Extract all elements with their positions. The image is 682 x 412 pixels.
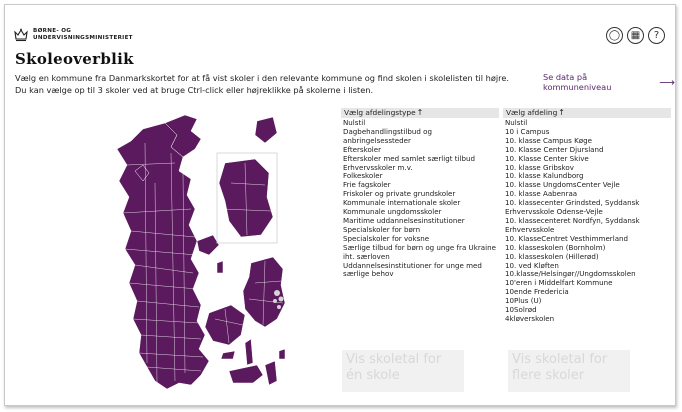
app-frame xyxy=(4,4,676,406)
department-item[interactable]: 10Plus (U) xyxy=(505,296,542,306)
department-type-item[interactable]: Særlige tilbud for børn og unge fra Ukraine iht. særloven xyxy=(343,242,496,261)
department-item[interactable]: 10. klasseskolen (Bornholm) xyxy=(505,242,606,252)
ministry-name xyxy=(33,28,133,42)
department-item[interactable]: Nulstil xyxy=(505,118,528,127)
department-type-item[interactable]: Specialskoler for børn xyxy=(343,224,421,234)
department-type-item[interactable]: Folkeskoler xyxy=(343,171,383,181)
department-header[interactable] xyxy=(503,108,671,118)
department-type-list xyxy=(341,118,499,279)
department-type-item[interactable]: Nulstil xyxy=(343,118,366,127)
map-region-samsoe xyxy=(217,261,223,273)
department-item[interactable]: 10. Klasse Center Skive xyxy=(505,153,589,163)
page-title: Skoleoverblik xyxy=(15,50,134,68)
department-type-item[interactable]: Erhvervsskoler m.v. xyxy=(343,162,413,172)
map-region-jutland xyxy=(117,123,209,389)
map-region-aero xyxy=(221,351,235,359)
department-item[interactable]: 10. klasse Gribskov xyxy=(505,162,574,172)
department-item[interactable]: 10. klasse Campus Køge xyxy=(505,135,592,145)
single-school-button[interactable]: Vis skoletal for én skole xyxy=(342,350,464,392)
department-item[interactable]: 10'eren i Middelfart Kommune xyxy=(505,278,613,288)
map-region-djursland xyxy=(197,235,219,255)
department-item[interactable]: 10ende Fredericia xyxy=(505,287,569,297)
department-item[interactable]: 10Solrød xyxy=(505,305,537,315)
ministry-logo xyxy=(14,28,133,42)
multiple-schools-button[interactable]: Vis skoletal for flere skoler xyxy=(508,350,630,392)
department-type-panel xyxy=(341,108,499,279)
department-type-item[interactable]: Efterskoler xyxy=(343,144,382,154)
department-item[interactable]: 10. klassecenter Grindsted, Syddansk Erhvervsskole Odense-Vejle xyxy=(505,198,640,217)
department-header-label: Vælg afdeling xyxy=(506,108,558,117)
department-item[interactable]: 4kløverskolen xyxy=(505,313,555,323)
department-type-item[interactable]: Uddannelsesinstitutioner for unge med særlige behov xyxy=(343,260,482,279)
see-data-label: Se data på kommuneniveau xyxy=(543,72,612,92)
department-item[interactable]: 10. klasse UngdomsCenter Vejle xyxy=(505,180,620,190)
department-type-item[interactable]: Friskoler og private grundskoler xyxy=(343,189,456,199)
department-item[interactable]: 10. klasseskolen (Hillerød) xyxy=(505,251,599,261)
department-type-header-label: Vælg afdelingstype xyxy=(344,108,416,117)
department-type-item[interactable]: Frie fagskoler xyxy=(343,180,391,190)
department-item[interactable]: 10. ved Kløften xyxy=(505,260,559,270)
crown-icon xyxy=(14,28,28,42)
department-type-item[interactable]: Kommunale internationale skoler xyxy=(343,198,461,208)
map-region-moen xyxy=(279,349,285,359)
see-data-link[interactable] xyxy=(543,72,675,92)
map-region-bornholm xyxy=(255,117,277,143)
department-item[interactable]: 10. klassecenteret Nordfyn, Syddansk Erhvervsskole xyxy=(505,215,640,234)
department-item[interactable]: 10. Klasse Center Djursland xyxy=(505,144,604,154)
department-type-item[interactable]: Efterskoler med samlet særligt tilbud xyxy=(343,153,475,163)
intro-line1: Vælg en kommune fra Danmarkskortet for at få vist skoler i den relevante kommune og find skolen i skolelisten til højre. xyxy=(15,73,509,83)
circle-icon[interactable]: ◯ xyxy=(606,27,623,44)
department-type-header[interactable] xyxy=(341,108,499,118)
department-type-item[interactable]: Specialskoler for voksne xyxy=(343,233,430,243)
table-icon[interactable]: ▦ xyxy=(627,27,644,44)
intro-text xyxy=(15,72,515,96)
department-item[interactable]: 10. klasse Aabenraa xyxy=(505,189,578,199)
department-list[interactable] xyxy=(503,118,671,324)
map-region-falster xyxy=(265,361,277,385)
department-item[interactable]: 10. klasse Kalundborg xyxy=(505,171,584,181)
intro-line2: Du kan vælge op til 3 skoler ved at bruge Ctrl-click eller højreklikke på skolerne i listen. xyxy=(15,85,374,95)
department-item[interactable]: 10. KlasseCentret Vesthimmerland xyxy=(505,233,629,243)
ministry-line2: UNDERVISNINGSMINISTERIET xyxy=(33,35,133,41)
department-item[interactable]: 10 i Campus xyxy=(505,126,550,136)
sort-icon[interactable]: ↑ xyxy=(558,108,565,117)
top-icon-bar xyxy=(606,27,665,44)
department-type-item[interactable]: Kommunale ungdomsskoler xyxy=(343,207,442,217)
sort-icon[interactable]: ↑ xyxy=(416,108,424,117)
ministry-line1: BØRNE- OG xyxy=(33,28,72,34)
map-region-lolland xyxy=(229,365,263,383)
department-item[interactable]: 10.klasse/Helsingør//Ungdomsskolen xyxy=(505,269,636,279)
help-icon[interactable]: ? xyxy=(648,27,665,44)
denmark-map[interactable] xyxy=(105,113,285,401)
department-type-item[interactable]: Dagbehandlingstilbud og anbringelsessteder xyxy=(343,126,432,145)
map-region-langeland xyxy=(245,339,253,365)
arrow-right-icon: ⟶ xyxy=(659,75,675,89)
department-type-item[interactable]: Maritime uddannelsesinstitutioner xyxy=(343,215,465,225)
department-panel xyxy=(503,108,671,324)
